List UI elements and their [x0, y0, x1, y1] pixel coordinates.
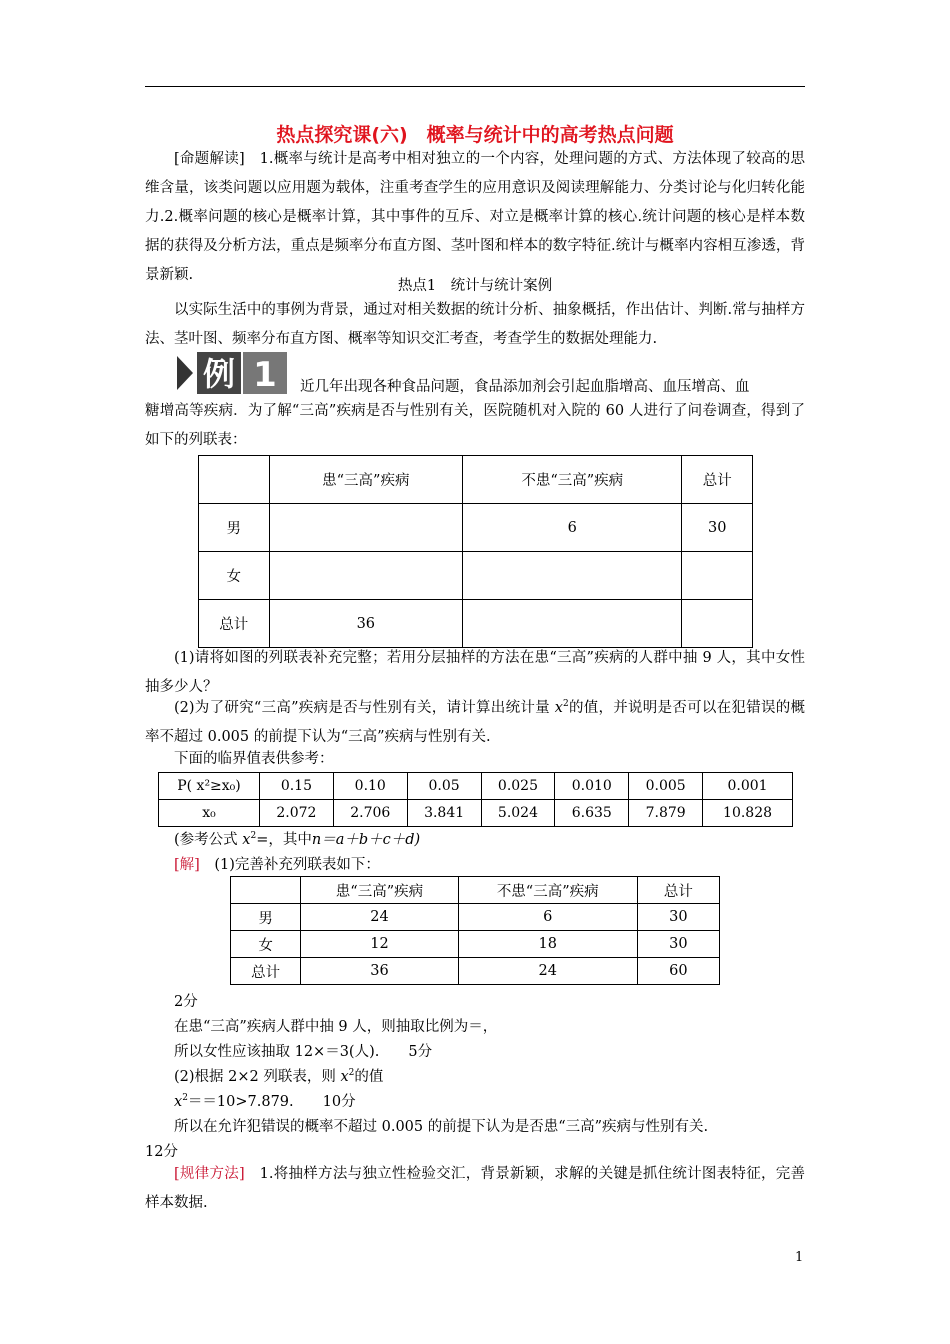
table-row [199, 456, 753, 504]
table-row [159, 773, 793, 800]
page-title: 热点探究课(六) 概率与统计中的高考热点问题 [276, 124, 674, 146]
badge-arrow-icon [177, 356, 193, 390]
question-1: (1)请将如图的列联表补充完整；若用分层抽样的方法在患“三高”疾病的人群中抽 9 人，其中女性抽多少人？ [145, 650, 805, 695]
solution-line-c: (2)根据 2×2 列联表，则 $x^2$的值 [174, 1068, 384, 1085]
example-line-1: 近几年出现各种食品问题，食品添加剂会引起血脂增高、血压增高、血 [300, 379, 750, 395]
table-cell: 0.15 [260, 773, 334, 800]
table-cell: 6 [458, 904, 637, 931]
table-cell: 24 [301, 904, 458, 931]
table-cell: 患“三高”疾病 [301, 877, 458, 904]
table-cell: 36 [269, 600, 463, 648]
intro-label: [命题解读] [174, 151, 245, 167]
table-row [231, 877, 720, 904]
table-cell [231, 877, 301, 904]
table-cell: 12 [301, 931, 458, 958]
header-rule [145, 86, 805, 87]
formula-note: (参考公式 $x^2=$，其中n＝a＋b＋c＋d) [174, 831, 421, 848]
method-paragraph: [规律方法] 1.将抽样方法与独立性检验交汇，背景新颖，求解的关键是抓住统计图表特征，完善样本数据. [145, 1166, 805, 1211]
table-cell: 2.706 [333, 800, 407, 827]
table-cell: 5.024 [481, 800, 555, 827]
intro-paragraph [145, 145, 805, 290]
solution-label: [解] [174, 857, 200, 873]
table-cell: 不患“三高”疾病 [458, 877, 637, 904]
example-badge [177, 352, 287, 394]
table-cell: 60 [637, 958, 719, 985]
table-contingency-filled [230, 876, 720, 985]
table-cell: 6 [463, 504, 682, 552]
table-cell: 10.828 [703, 800, 793, 827]
table-cell: 不患“三高”疾病 [463, 456, 682, 504]
score-12: 12分 [145, 1144, 178, 1160]
table-cell: 总计 [637, 877, 719, 904]
table-cell: 0.10 [333, 773, 407, 800]
table-cell: 7.879 [629, 800, 703, 827]
table-critical-values [158, 772, 793, 827]
table-contingency-blank [198, 455, 753, 648]
table-cell: 18 [458, 931, 637, 958]
table-cell: 30 [637, 931, 719, 958]
table-row [199, 600, 753, 648]
table-cell: 男 [231, 904, 301, 931]
table-cell: 0.025 [481, 773, 555, 800]
hotspot-heading: 热点1 统计与统计案例 [397, 278, 553, 294]
intro-text: 1.概率与统计是高考中相对独立的一个内容，处理问题的方式、方法体现了较高的思维含量，该类问题以应用题为载体，注重考查学生的应用意识及阅读理解能力、分类讨论与化归转化能力.2.概率问题的核心是概率计算，其中事件的互斥、对立是概率计算的核心.统计问题的核心是样本数据的获得及分析方法，重点是频率分布直方图、茎叶图和样本的数字特征.统计与概率内容相互渗透，背景新颖. [145, 151, 805, 283]
table-cell: P( x²≥x₀) [159, 773, 260, 800]
solution-line-d: $x^2==10>7.879$. 10分 [174, 1093, 356, 1110]
table-cell: 30 [682, 504, 753, 552]
table-cell: 0.010 [555, 773, 629, 800]
table-cell: 3.841 [407, 800, 481, 827]
table-cell: 患“三高”疾病 [269, 456, 463, 504]
solution-line-b: 所以女性应该抽取 12×＝3(人). 5分 [174, 1044, 433, 1060]
table-cell: 0.05 [407, 773, 481, 800]
table-cell: 男 [199, 504, 270, 552]
table-cell [269, 552, 463, 600]
table-cell: 30 [637, 904, 719, 931]
table-cell [682, 552, 753, 600]
hotspot-text: 以实际生活中的事例为背景，通过对相关数据的统计分析、抽象概括，作出估计、判断.常与抽样方法、茎叶图、频率分布直方图、概率等知识交汇考查，考查学生的数据处理能力. [145, 302, 805, 347]
table-cell [463, 552, 682, 600]
badge-word: 例 [202, 355, 236, 393]
table-cell [199, 456, 270, 504]
table-row [199, 504, 753, 552]
question-2: (2)为了研究“三高”疾病是否与性别有关，请计算出统计量 $x^2$的值，并说明是否可以在犯错误的概率不超过 0.005 的前提下认为“三高”疾病与性别有关. [145, 699, 806, 745]
table-cell: 总计 [199, 600, 270, 648]
table-cell: 女 [231, 931, 301, 958]
solution-line-e: 所以在允许犯错误的概率不超过 0.005 的前提下认为是否患“三高”疾病与性别有关. [174, 1119, 709, 1135]
table-cell: 总计 [231, 958, 301, 985]
critical-intro: 下面的临界值表供参考： [174, 751, 334, 767]
table-cell: x₀ [159, 800, 260, 827]
table-cell: 0.001 [703, 773, 793, 800]
table-cell: 女 [199, 552, 270, 600]
page-number: 1 [795, 1250, 804, 1265]
table-cell: 24 [458, 958, 637, 985]
table-row [199, 552, 753, 600]
table-cell: 6.635 [555, 800, 629, 827]
example-text: 糖增高等疾病．为了解“三高”疾病是否与性别有关，医院随机对入院的 60 人进行了问卷调查，得到了如下的列联表： [145, 403, 805, 448]
table-cell: 总计 [682, 456, 753, 504]
solution-line-a: 在患“三高”疾病人群中抽 9 人，则抽取比例为＝， [174, 1019, 498, 1035]
table-cell: 36 [301, 958, 458, 985]
table-cell: 2.072 [260, 800, 334, 827]
table-row [159, 800, 793, 827]
table-row [231, 931, 720, 958]
solution-start: [解] (1)完善补充列联表如下： [174, 857, 380, 873]
score-2: 2分 [174, 994, 198, 1010]
badge-number: 1 [253, 355, 277, 394]
table-cell [269, 504, 463, 552]
table-row [231, 904, 720, 931]
table-cell [682, 600, 753, 648]
method-label: [规律方法] [174, 1166, 245, 1182]
table-cell [463, 600, 682, 648]
table-cell: 0.005 [629, 773, 703, 800]
table-row [231, 958, 720, 985]
